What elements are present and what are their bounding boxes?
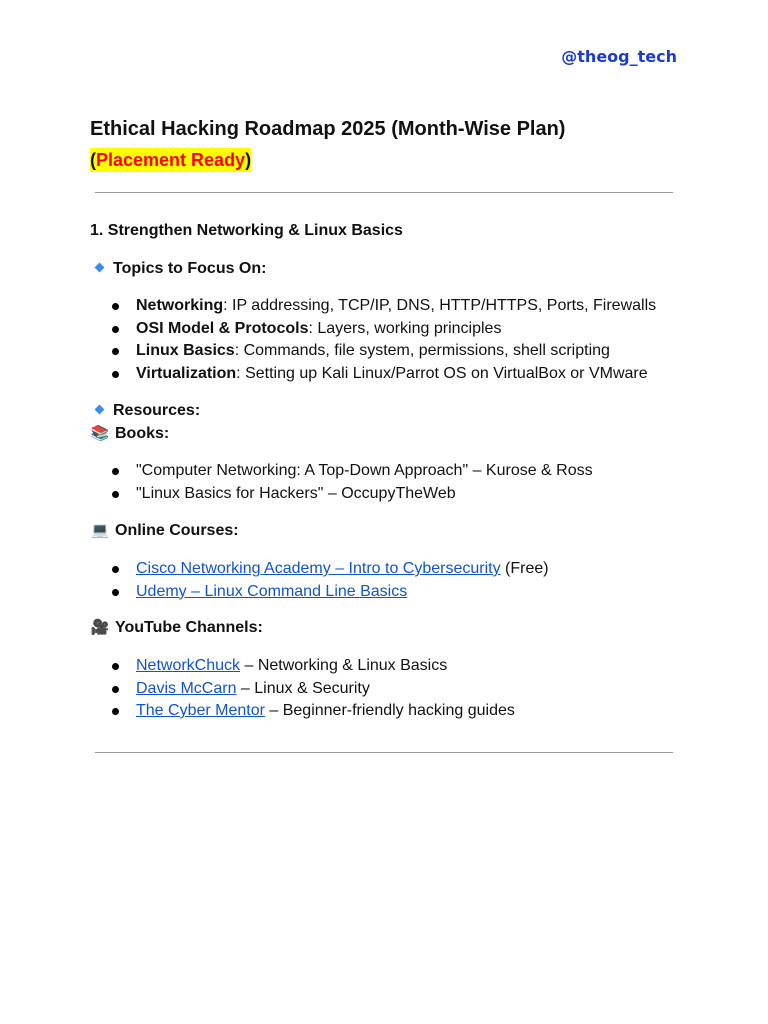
subtitle-open-paren: ( bbox=[90, 150, 96, 170]
topic-desc: : Commands, file system, permissions, shell scripting bbox=[234, 342, 610, 359]
topic-desc: : Setting up Kali Linux/Parrot OS on VirtualBox or VMware bbox=[236, 364, 648, 382]
course-link-udemy[interactable]: Udemy – Linux Command Line Basics bbox=[136, 582, 408, 600]
list-item-course bbox=[90, 558, 549, 581]
topic-term: Virtualization bbox=[136, 364, 237, 382]
section-heading: 1. Strengthen Networking & Linux Basics bbox=[90, 222, 403, 239]
books-list bbox=[90, 460, 593, 505]
course-link-cisco[interactable]: Cisco Networking Academy – Intro to Cybersecurity bbox=[136, 560, 501, 577]
diamond-icon bbox=[95, 405, 105, 415]
list-item-topic bbox=[90, 340, 656, 363]
youtube-heading bbox=[90, 618, 263, 638]
channel-link-cyber-mentor[interactable]: The Cyber Mentor bbox=[136, 702, 265, 719]
books-label: Books: bbox=[115, 425, 170, 442]
bullet-icon bbox=[112, 348, 119, 355]
topics-heading bbox=[90, 259, 266, 279]
channel-desc: – Networking & Linux Basics bbox=[240, 657, 448, 674]
author-handle: @theog_tech bbox=[561, 47, 677, 66]
youtube-label: YouTube Channels: bbox=[115, 619, 263, 636]
book-title: "Linux Basics for Hackers" – OccupyTheWeb bbox=[136, 484, 456, 502]
list-item-book bbox=[90, 460, 593, 483]
list-item-channel bbox=[90, 678, 515, 701]
subtitle-close-paren: ) bbox=[245, 150, 252, 170]
divider-top bbox=[95, 192, 673, 193]
subtitle-placement-ready: Placement Ready bbox=[96, 150, 246, 170]
bullet-icon bbox=[112, 589, 119, 596]
bullet-icon bbox=[112, 468, 119, 475]
courses-label: Online Courses: bbox=[115, 522, 239, 539]
topic-desc: : Layers, working principles bbox=[308, 319, 502, 337]
bullet-icon bbox=[112, 491, 119, 498]
book-title: "Computer Networking: A Top-Down Approach" – Kurose & Ross bbox=[136, 462, 593, 479]
video-camera-icon: 🎥 bbox=[90, 619, 110, 636]
bullet-icon bbox=[112, 303, 119, 310]
page-subtitle bbox=[90, 148, 251, 172]
resources-heading bbox=[90, 401, 200, 421]
topics-list bbox=[90, 295, 656, 385]
bullet-icon bbox=[112, 326, 119, 333]
books-heading bbox=[90, 424, 169, 444]
divider-bottom bbox=[95, 752, 673, 753]
course-suffix: (Free) bbox=[500, 560, 549, 577]
courses-heading bbox=[90, 521, 239, 541]
list-item-book bbox=[90, 483, 593, 506]
laptop-icon: 💻 bbox=[90, 522, 110, 539]
topic-desc: : IP addressing, TCP/IP, DNS, HTTP/HTTPS, Ports, Firewalls bbox=[223, 297, 657, 314]
list-item-topic bbox=[90, 363, 656, 386]
bullet-icon bbox=[112, 708, 119, 715]
channel-desc: – Beginner-friendly hacking guides bbox=[264, 702, 515, 719]
channel-link-networkchuck[interactable]: NetworkChuck bbox=[136, 657, 241, 674]
list-item-course bbox=[90, 581, 549, 604]
channel-desc: – Linux & Security bbox=[236, 679, 370, 697]
bullet-icon bbox=[112, 663, 119, 670]
channel-link-davis-mccarn[interactable]: Davis McCarn bbox=[136, 679, 237, 697]
topics-label: Topics to Focus On: bbox=[113, 260, 267, 277]
bullet-icon bbox=[112, 566, 119, 573]
list-item-topic bbox=[90, 295, 656, 318]
diamond-icon bbox=[95, 263, 105, 273]
channels-list bbox=[90, 655, 515, 723]
list-item-channel bbox=[90, 655, 515, 678]
courses-list bbox=[90, 558, 549, 603]
topic-term: Networking bbox=[136, 297, 224, 314]
topic-term: Linux Basics bbox=[136, 342, 235, 359]
books-icon: 📚 bbox=[90, 425, 110, 442]
bullet-icon bbox=[112, 686, 119, 693]
list-item-channel bbox=[90, 700, 515, 723]
bullet-icon bbox=[112, 371, 119, 378]
topic-term: OSI Model & Protocols bbox=[136, 319, 309, 337]
resources-label: Resources: bbox=[113, 402, 201, 419]
page-title: Ethical Hacking Roadmap 2025 (Month-Wise Plan) bbox=[90, 118, 566, 140]
list-item-topic bbox=[90, 318, 656, 341]
